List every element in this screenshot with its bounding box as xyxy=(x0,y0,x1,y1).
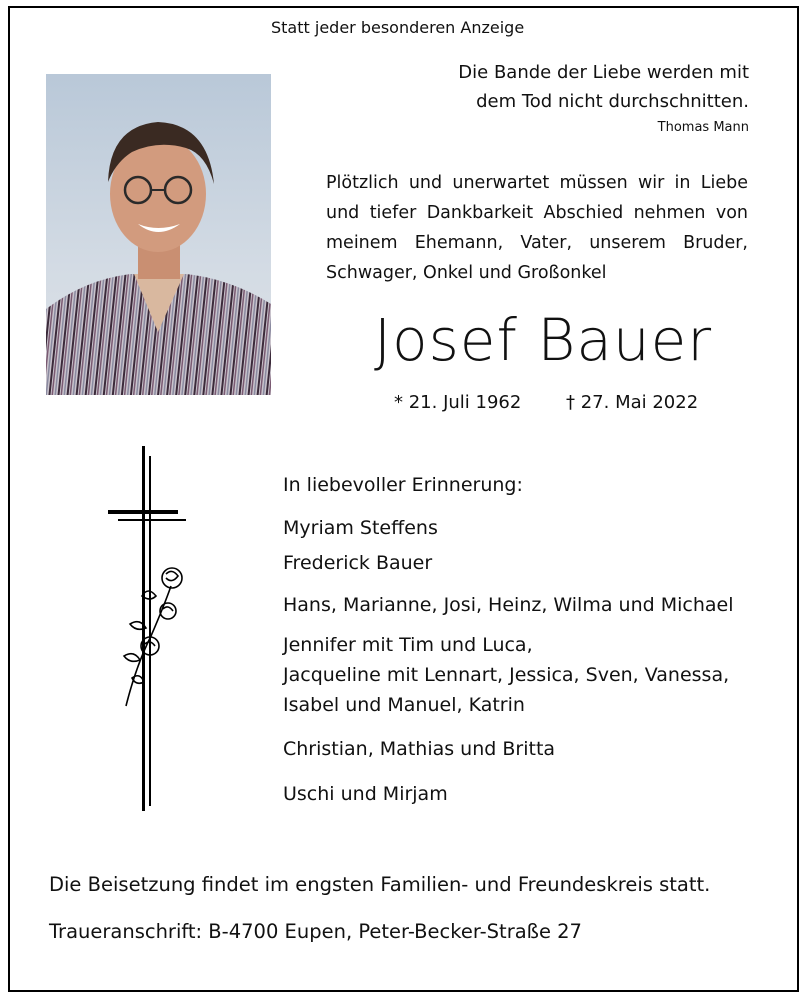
announcement-line: Schwager, Onkel und Großonkel xyxy=(326,263,607,283)
quote-line-1: Die Bande der Liebe werden mit xyxy=(458,62,749,83)
mourners-intro: In liebevoller Erinnerung: xyxy=(283,474,523,496)
deceased-name: Josef Bauer xyxy=(374,306,713,374)
mourner-line: Uschi und Mirjam xyxy=(283,783,448,805)
mourning-address: Traueranschrift: B-4700 Eupen, Peter-Becker-Straße 27 xyxy=(49,920,582,943)
quote-author: Thomas Mann xyxy=(657,120,749,135)
header-notice: Statt jeder besonderen Anzeige xyxy=(271,18,525,37)
mourner-line: Hans, Marianne, Josi, Heinz, Wilma und Michael xyxy=(283,594,734,616)
death-date: † 27. Mai 2022 xyxy=(566,392,699,413)
portrait-photo xyxy=(46,74,271,395)
announcement-line: Plötzlich und unerwartet müssen wir in Liebe xyxy=(326,173,748,193)
announcement-line: meinem Ehemann, Vater, unserem Bruder, xyxy=(326,233,748,253)
mourner-line: Isabel und Manuel, Katrin xyxy=(283,694,525,716)
announcement-text xyxy=(326,168,748,288)
funeral-note: Die Beisetzung findet im engsten Familien- und Freundeskreis statt. xyxy=(49,873,711,896)
mourner-line: Jennifer mit Tim und Luca, xyxy=(283,634,533,656)
mourner-line: Frederick Bauer xyxy=(283,552,433,574)
announcement-line: und tiefer Dankbarkeit Abschied nehmen von xyxy=(326,203,748,223)
quote-line-2: dem Tod nicht durchschnitten. xyxy=(476,91,749,112)
birth-date: * 21. Juli 1962 xyxy=(394,392,522,413)
mourner-line: Jacqueline mit Lennart, Jessica, Sven, Vanessa, xyxy=(283,664,730,686)
mourner-line: Myriam Steffens xyxy=(283,517,438,539)
cross-with-rose-icon xyxy=(106,446,196,811)
mourner-line: Christian, Mathias und Britta xyxy=(283,738,556,760)
